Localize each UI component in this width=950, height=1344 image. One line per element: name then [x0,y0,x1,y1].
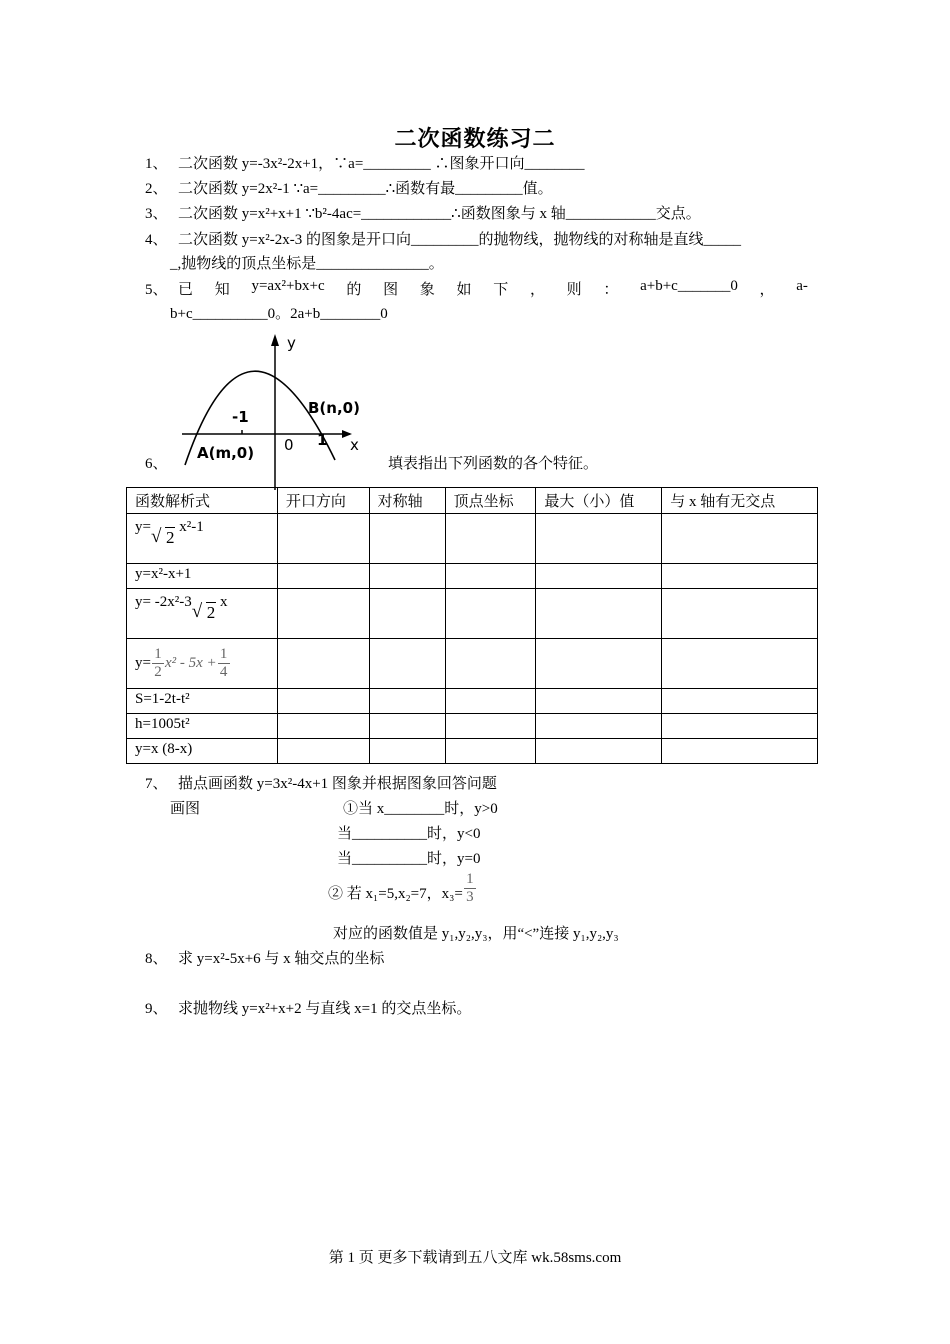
q6-number: 6、 [145,456,168,472]
table-row [127,639,818,689]
q7-part-b-prefix: ② 若 x₁=5,x₂=7，x₃= [328,885,463,902]
expr-prefix: y= [135,519,151,535]
answer-cell[interactable] [662,589,818,639]
answer-cell[interactable] [277,589,369,639]
answer-cell[interactable] [369,564,445,589]
q1-text: 二次函数 y=-3x²-2x+1，∵a=_________ ∴图象开口向________ [178,156,585,172]
q6-text: 填表指出下列函数的各个特征。 [388,456,599,472]
expression-cell [127,514,278,564]
header-opening: 开口方向 [277,488,369,514]
q5-word: 图 [383,282,399,298]
q1-number: 1、 [145,156,168,172]
answer-cell[interactable] [536,564,662,589]
answer-cell[interactable] [369,689,445,714]
expr-middle: x² - 5x + [164,654,217,671]
sqrt-symbol: √ 2 [150,526,175,547]
label-origin: 0 [284,436,294,454]
answer-cell[interactable] [277,739,369,764]
q2-number: 2、 [145,181,168,197]
table-row [127,714,818,739]
q9-text: 求抛物线 y=x²+x+2 与直线 x=1 的交点坐标。 [178,1001,472,1017]
q5-text-line1 [178,278,808,299]
answer-cell[interactable] [536,639,662,689]
sqrt-symbol: √ 2 [191,601,216,622]
q9-number: 9、 [145,1001,168,1017]
q7-text: 描点画函数 y=3x²-4x+1 图象并根据图象回答问题 [178,776,497,792]
expr-suffix: x [219,594,228,610]
answer-cell[interactable] [369,514,445,564]
q5-number: 5、 [145,282,168,298]
answer-cell[interactable] [277,564,369,589]
y-axis-label: y [287,334,296,352]
answer-cell[interactable] [277,714,369,739]
answer-cell[interactable] [445,639,536,689]
q5-word: ， [759,282,775,298]
q5-text-line2: b+c__________0。2a+b________0 [170,306,388,322]
q8-text: 求 y=x²-5x+6 与 x 轴交点的坐标 [178,951,385,967]
fraction-third: $\frac{1}{3}$ [464,872,476,905]
answer-cell[interactable] [662,564,818,589]
label-one: 1 [317,431,328,449]
expr-prefix: y= [135,654,151,671]
answer-cell[interactable] [277,639,369,689]
q5-word: a- [796,278,808,294]
answer-cell[interactable] [536,514,662,564]
header-axis: 对称轴 [369,488,445,514]
expr-suffix: x²-1 [179,519,204,535]
q5-word: 的 [346,282,362,298]
header-expression: 函数解析式 [127,488,278,514]
q7-part-b [328,872,477,905]
answer-cell[interactable] [662,639,818,689]
q7-part-b-compare: 对应的函数值是 y₁,y₂,y₃，用“<”连接 y₁,y₂,y₃ [333,926,619,942]
answer-cell[interactable] [445,739,536,764]
table-row [127,689,818,714]
answer-cell[interactable] [536,689,662,714]
table-row [127,589,818,639]
parabola-graph [170,330,385,490]
page-footer: 第 1 页 更多下载请到五八文库 wk.58sms.com [328,1250,622,1266]
q5-word: ， [529,282,545,298]
answer-cell[interactable] [536,739,662,764]
q7-number: 7、 [145,776,168,792]
answer-cell[interactable] [536,714,662,739]
header-vertex: 顶点坐标 [445,488,536,514]
expression-cell: h=1005t² [127,714,278,739]
q4-text-line1: 二次函数 y=x²-2x-3 的图象是开口向_________的抛物线，抛物线的对称轴是直线_____ [178,232,741,248]
q5-word: y=ax²+bx+c [251,278,325,294]
q7-answer-2: 当__________时，y<0 [337,826,481,842]
y-axis-arrow [271,334,279,346]
q7-answer-3: 当__________时，y=0 [337,851,481,867]
table-row [127,514,818,564]
q4-text-line2: _,抛物线的顶点坐标是_______________。 [170,256,444,272]
q2-text: 二次函数 y=2x²-1 ∵a=_________∴函数有最_________值。 [178,181,553,197]
label-neg-one: -1 [232,408,249,426]
q3-text: 二次函数 y=x²+x+1 ∵b²-4ac=____________∴函数图象与 x 轴____________交点。 [178,206,701,222]
answer-cell[interactable] [277,514,369,564]
q7-answer-1: ①当 x________时，y>0 [343,801,498,817]
expression-cell: y=x²-x+1 [127,564,278,589]
answer-cell[interactable] [662,714,818,739]
label-point-b: B(n,0) [308,399,360,417]
answer-cell[interactable] [445,564,536,589]
answer-cell[interactable] [369,589,445,639]
fraction-quarter: $\frac{1}{4}$ [218,647,230,680]
q5-word: 象 [419,282,435,298]
q5-word: a+b+c_______0 [640,278,738,294]
page-title: 二次函数练习二 [394,127,556,152]
function-feature-table [126,487,818,764]
q5-word: 如 [456,282,472,298]
q5-word: 下 [493,282,509,298]
table-row [127,739,818,764]
label-point-a: A(m,0) [197,444,255,462]
q5-word: 知 [214,282,230,298]
answer-cell[interactable] [662,514,818,564]
expression-cell: S=1-2t-t² [127,689,278,714]
header-extreme: 最大（小）值 [536,488,662,514]
answer-cell[interactable] [536,589,662,639]
q5-word: 已 [178,282,194,298]
table-header-row [127,488,818,514]
q3-number: 3、 [145,206,168,222]
answer-cell[interactable] [445,714,536,739]
q4-number: 4、 [145,232,168,248]
expr-prefix: y= -2x²-3 [135,594,192,610]
answer-cell[interactable] [445,689,536,714]
expression-cell: y=x (8-x) [127,739,278,764]
answer-cell[interactable] [662,689,818,714]
q7-draw-label: 画图 [170,801,201,817]
expression-cell [127,589,278,639]
answer-cell[interactable] [369,714,445,739]
answer-cell[interactable] [445,589,536,639]
header-intersection: 与 x 轴有无交点 [662,488,818,514]
answer-cell[interactable] [445,514,536,564]
q8-number: 8、 [145,951,168,967]
q5-word: 则 [566,282,582,298]
table-row [127,564,818,589]
q5-word: ： [603,282,619,298]
x-axis-label: x [350,436,359,454]
answer-cell[interactable] [277,689,369,714]
fraction-half: $\frac{1}{2}$ [152,647,164,680]
expression-cell [127,639,278,689]
answer-cell[interactable] [369,739,445,764]
answer-cell[interactable] [369,639,445,689]
answer-cell[interactable] [662,739,818,764]
